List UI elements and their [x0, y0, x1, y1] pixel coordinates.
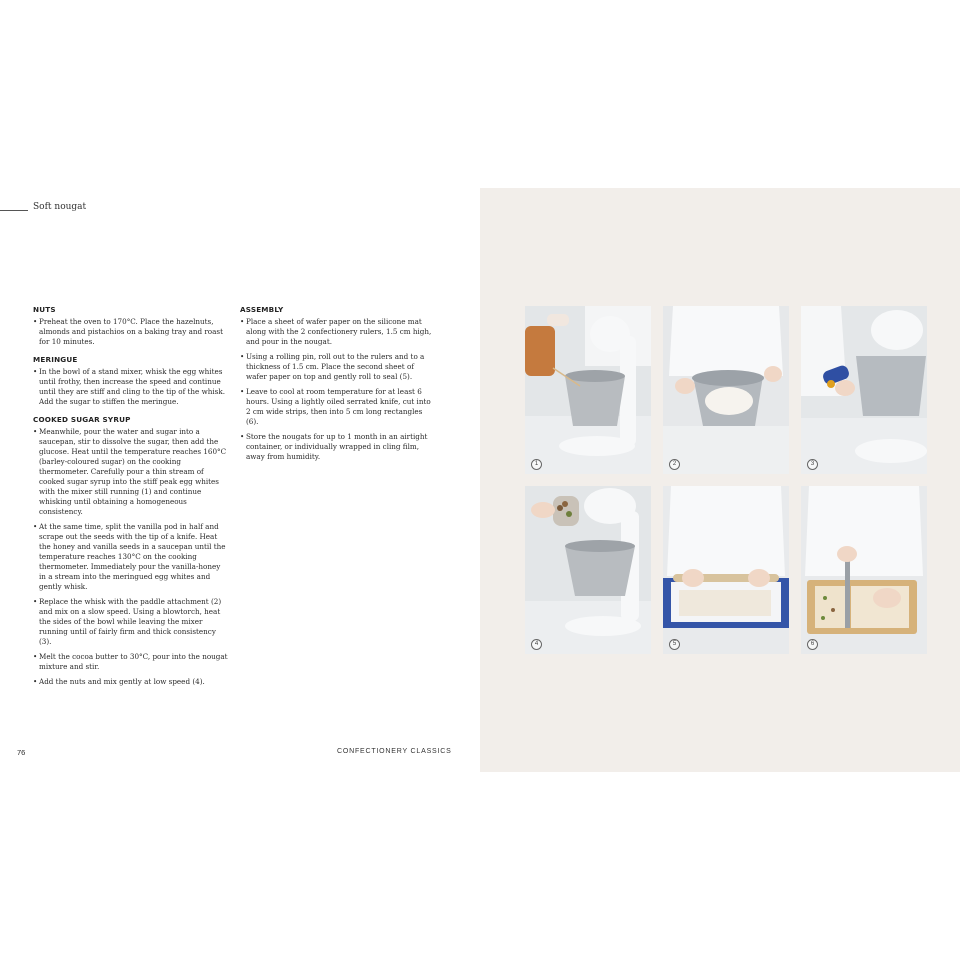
step-text: • Using a rolling pin, roll out to the rulers and to a thickness of 1.5 cm. Place the second sheet of wafer paper on top and gently roll to seal (5).	[240, 352, 436, 382]
page-number: 76	[17, 748, 26, 757]
photo-number: 6	[807, 639, 818, 650]
photo-number: 4	[531, 639, 542, 650]
book-spread	[0, 188, 960, 772]
step-text: • In the bowl of a stand mixer, whisk the egg whites until frothy, then increase the speed and continue until they are stiff and cling to the tip of the whisk. Add the sugar to stiffen the meringue.	[33, 367, 229, 407]
right-page	[480, 188, 960, 772]
step-photo-1	[525, 306, 651, 474]
heading-assembly: ASSEMBLY	[240, 305, 284, 314]
left-column	[33, 305, 229, 692]
step-photo-5	[663, 486, 789, 654]
step-text: • Add the nuts and mix gently at low speed (4).	[33, 677, 229, 687]
running-head: CONFECTIONERY CLASSICS	[337, 748, 452, 755]
meringue-steps	[33, 367, 229, 407]
photo-number: 5	[669, 639, 680, 650]
left-page	[0, 188, 480, 772]
step-text: • Leave to cool at room temperature for at least 6 hours. Using a lightly oiled serrated knife, cut into 2 cm wide strips, then into 5 cm long rectangles (6).	[240, 387, 436, 427]
step-photo-6	[801, 486, 927, 654]
step-text: • At the same time, split the vanilla pod in half and scrape out the seeds with the tip of a knife. Heat the honey and vanilla seeds in a saucepan until the temperature reaches 130°C on the cooking thermometer. Immediately pour the vanilla-honey in a stream into the meringued egg whites and gently whisk.	[33, 522, 229, 592]
step-photo-4	[525, 486, 651, 654]
recipe-title: Soft nougat	[33, 202, 87, 212]
step-photo-2	[663, 306, 789, 474]
syrup-steps	[33, 427, 229, 687]
photo-number: 1	[531, 459, 542, 470]
photo-number: 2	[669, 459, 680, 470]
photo-number: 3	[807, 459, 818, 470]
heading-cooked-sugar-syrup: COOKED SUGAR SYRUP	[33, 415, 131, 424]
heading-nuts: NUTS	[33, 305, 56, 314]
step-text: • Melt the cocoa butter to 30°C, pour into the nougat mixture and stir.	[33, 652, 229, 672]
step-text: • Meanwhile, pour the water and sugar into a saucepan, stir to dissolve the sugar, then add the glucose. Heat until the temperature reaches 160°C (barley-coloured sugar) on the cooking thermometer. Carefully pour a thin stream of cooked sugar syrup into the stiff peak egg whites with the mixer still running (1) and continue whisking until obtaining a homogeneous consistency.	[33, 427, 229, 517]
title-rule	[0, 210, 28, 211]
step-text: • Store the nougats for up to 1 month in an airtight container, or individually wrapped in cling film, away from humidity.	[240, 432, 436, 462]
step-text: • Replace the whisk with the paddle attachment (2) and mix on a slow speed. Using a blowtorch, heat the sides of the bowl while leaving the mixer running until of fairly firm and thick consistency (3).	[33, 597, 229, 647]
nuts-steps	[33, 317, 229, 347]
right-column	[240, 305, 436, 467]
step-text: • Preheat the oven to 170°C. Place the hazelnuts, almonds and pistachios on a baking tray and roast for 10 minutes.	[33, 317, 229, 347]
assembly-steps	[240, 317, 436, 462]
step-text: • Place a sheet of wafer paper on the silicone mat along with the 2 confectionery rulers, 1.5 cm high, and pour in the nougat.	[240, 317, 436, 347]
step-photo-3	[801, 306, 927, 474]
heading-meringue: MERINGUE	[33, 355, 78, 364]
